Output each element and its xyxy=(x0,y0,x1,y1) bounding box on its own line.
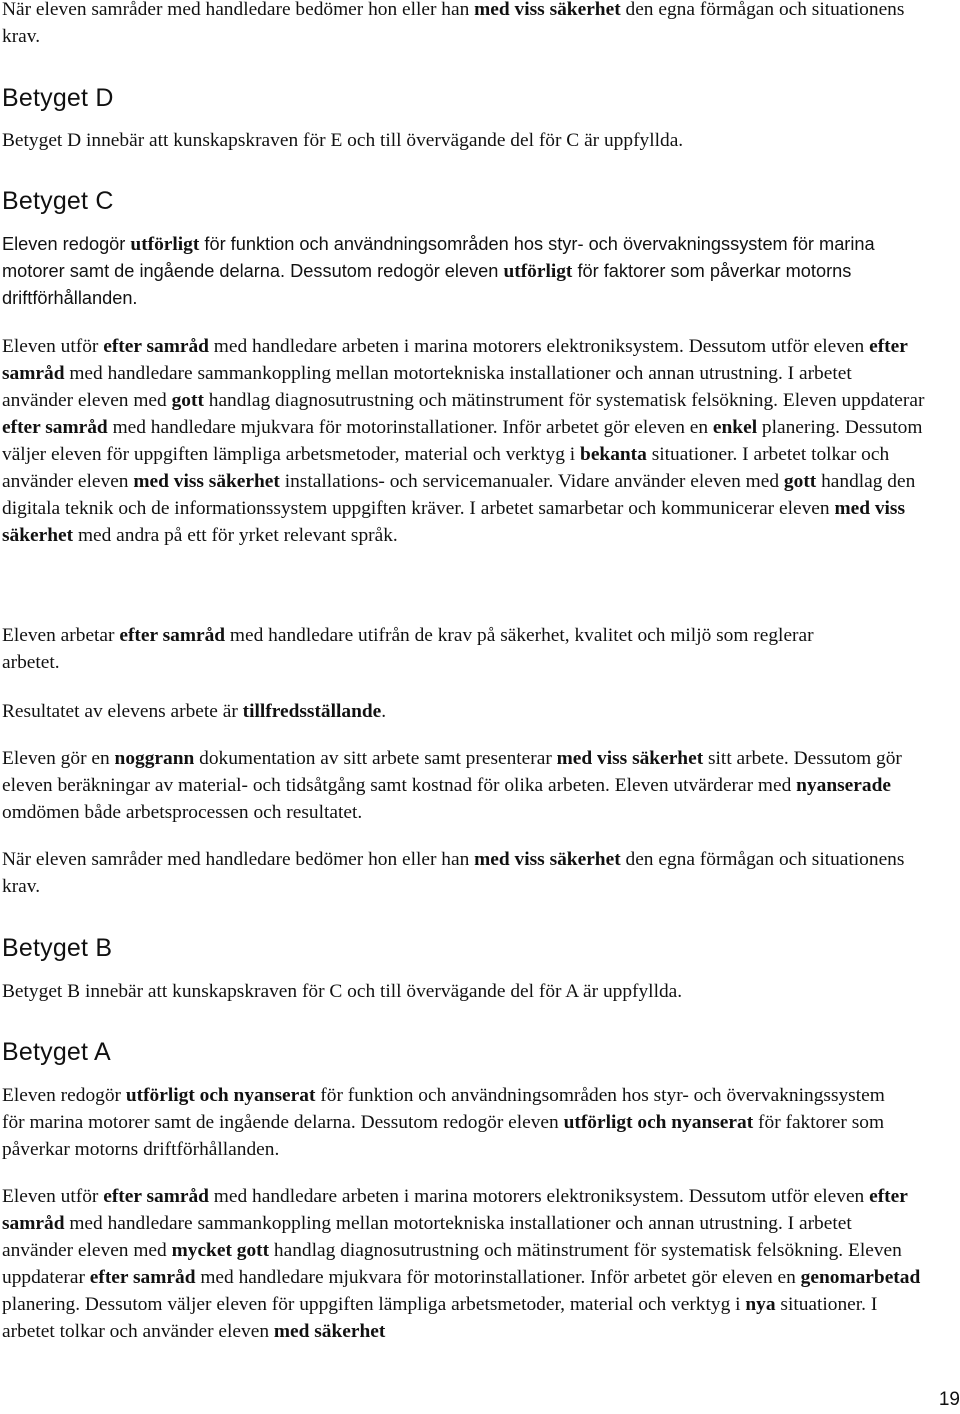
body-text: . xyxy=(381,701,387,722)
body-text: Eleven utför xyxy=(2,1186,104,1207)
emphasis-text: efter samråd xyxy=(2,417,108,438)
heading-betyget-b: Betyget B xyxy=(2,934,113,962)
body-text: handlag diagnosutrustning och mätinstrument för systematisk felsökning. Eleven uppdaterar xyxy=(2,1240,902,1288)
paragraph xyxy=(2,978,937,1005)
page-number: 19 xyxy=(938,1389,960,1410)
body-text: för faktorer som påverkar motorns driftförhållanden. xyxy=(2,1112,885,1160)
emphasis-text: nya xyxy=(745,1294,776,1315)
body-text: den egna förmågan och situationens krav. xyxy=(2,849,905,897)
paragraph xyxy=(2,127,937,154)
heading-betyget-c: Betyget C xyxy=(2,187,114,215)
emphasis-text: gott xyxy=(171,390,204,411)
body-text: situationer. I arbetet tolkar och använder eleven xyxy=(2,1294,878,1342)
paragraph xyxy=(2,745,937,826)
heading-betyget-d: Betyget D xyxy=(2,84,114,112)
body-text: med handledare arbeten i marina motorers elektroniksystem. Dessutom utför eleven xyxy=(208,336,870,357)
paragraph xyxy=(2,1082,902,1163)
emphasis-text: efter samråd xyxy=(89,1267,196,1288)
body-text: installations- och servicemanualer. Vidare använder eleven med xyxy=(279,471,784,492)
body-text: Betyget D innebär att kunskapskraven för E och till övervägande del för C är uppfyllda. xyxy=(2,130,684,151)
body-text: för funktion och användningsområden hos styr- och övervakningssystem för marina motorer samt de ingående delarna. Dessutom redogör eleven xyxy=(2,234,875,281)
paragraph xyxy=(2,1183,927,1345)
body-text: planering. Dessutom väljer eleven för uppgiften lämpliga arbetsmetoder, material och verktyg i xyxy=(2,417,923,465)
body-text: med handledare mjukvara för motorinstallationer. Inför arbetet gör eleven en xyxy=(195,1267,801,1288)
emphasis-text: med viss säkerhet xyxy=(474,849,621,870)
body-text: Eleven arbetar xyxy=(2,625,120,646)
emphasis-text: med viss säkerhet xyxy=(133,471,280,492)
emphasis-text: med säkerhet xyxy=(273,1321,386,1342)
body-text: med handledare arbeten i marina motorers elektroniksystem. Dessutom utför eleven xyxy=(208,1186,870,1207)
body-text: med handledare sammankoppling mellan motortekniska installationer och annan utrustning. I arbetet använder eleven med xyxy=(2,363,852,411)
body-text: situationer. I arbetet tolkar och använder eleven xyxy=(2,444,890,492)
body-text: Eleven gör en xyxy=(2,748,115,769)
emphasis-text: bekanta xyxy=(580,444,647,465)
emphasis-text: efter samråd xyxy=(119,625,226,646)
emphasis-text: genomarbetad xyxy=(800,1267,921,1288)
emphasis-text: mycket gott xyxy=(171,1240,270,1261)
paragraph xyxy=(2,333,927,549)
body-text: Eleven utför xyxy=(2,336,104,357)
emphasis-text: gott xyxy=(783,471,817,492)
body-text: med handledare mjukvara för motorinstallationer. Inför arbetet gör eleven en xyxy=(107,417,713,438)
body-text: den egna förmågan och situationens krav. xyxy=(2,0,905,47)
emphasis-text: utförligt och nyanserat xyxy=(125,1085,316,1106)
body-text: sitt arbete. Dessutom gör eleven beräkningar av material- och tidsåtgång samt kostnad för olika arbeten. Eleven utvärderar med xyxy=(2,748,902,796)
emphasis-text: utförligt xyxy=(503,261,573,282)
emphasis-text: enkel xyxy=(712,417,758,438)
paragraph xyxy=(2,622,872,676)
emphasis-text: efter samråd xyxy=(2,336,908,384)
emphasis-text: noggrann xyxy=(114,748,195,769)
paragraph xyxy=(2,231,902,312)
emphasis-text: tillfredsställande xyxy=(242,701,382,722)
emphasis-text: med viss säkerhet xyxy=(556,748,704,769)
body-text: för faktorer som påverkar motorns driftförhållanden. xyxy=(2,261,852,308)
body-text: med andra på ett för yrket relevant språk. xyxy=(73,525,398,546)
emphasis-text: nyanserade xyxy=(796,775,891,796)
body-text: Eleven redogör xyxy=(2,234,131,254)
body-text: med handledare utifrån de krav på säkerhet, kvalitet och miljö som reglerar arbetet. xyxy=(2,625,814,673)
emphasis-text: efter samråd xyxy=(103,1186,209,1207)
body-text: med handledare sammankoppling mellan motortekniska installationer och annan utrustning. I arbetet använder eleven med xyxy=(2,1213,852,1261)
paragraph xyxy=(2,698,937,725)
body-text: När eleven samråder med handledare bedömer hon eller han xyxy=(2,0,475,20)
heading-betyget-a: Betyget A xyxy=(2,1038,111,1066)
body-text: När eleven samråder med handledare bedömer hon eller han xyxy=(2,849,475,870)
body-text: Betyget B innebär att kunskapskraven för C och till övervägande del för A är uppfyllda. xyxy=(2,981,683,1002)
body-text: för funktion och användningsområden hos styr- och övervakningssystem för marina motorer samt de ingående delarna. Dessutom redogör eleven xyxy=(2,1085,885,1133)
body-text: Resultatet av elevens arbete är xyxy=(2,701,243,722)
emphasis-text: utförligt och nyanserat xyxy=(563,1112,754,1133)
body-text: handlag den digitala teknik och de informationssystem uppgiften kräver. I arbetet samarbetar och kommunicerar eleven xyxy=(2,471,916,519)
body-text: handlag diagnosutrustning och mätinstrument för systematisk felsökning. Eleven uppdaterar xyxy=(203,390,925,411)
paragraph xyxy=(2,846,937,900)
emphasis-text: med viss säkerhet xyxy=(474,0,621,20)
body-text: planering. Dessutom väljer eleven för uppgiften lämpliga arbetsmetoder, material och verktyg i xyxy=(2,1294,746,1315)
paragraph xyxy=(2,0,937,50)
body-text: dokumentation av sitt arbete samt presenterar xyxy=(194,748,557,769)
emphasis-text: efter samråd xyxy=(2,1186,908,1234)
emphasis-text: med viss säkerhet xyxy=(2,498,906,546)
body-text: omdömen både arbetsprocessen och resultatet. xyxy=(2,802,363,823)
emphasis-text: utförligt xyxy=(130,234,200,255)
emphasis-text: efter samråd xyxy=(103,336,209,357)
body-text: Eleven redogör xyxy=(2,1085,126,1106)
